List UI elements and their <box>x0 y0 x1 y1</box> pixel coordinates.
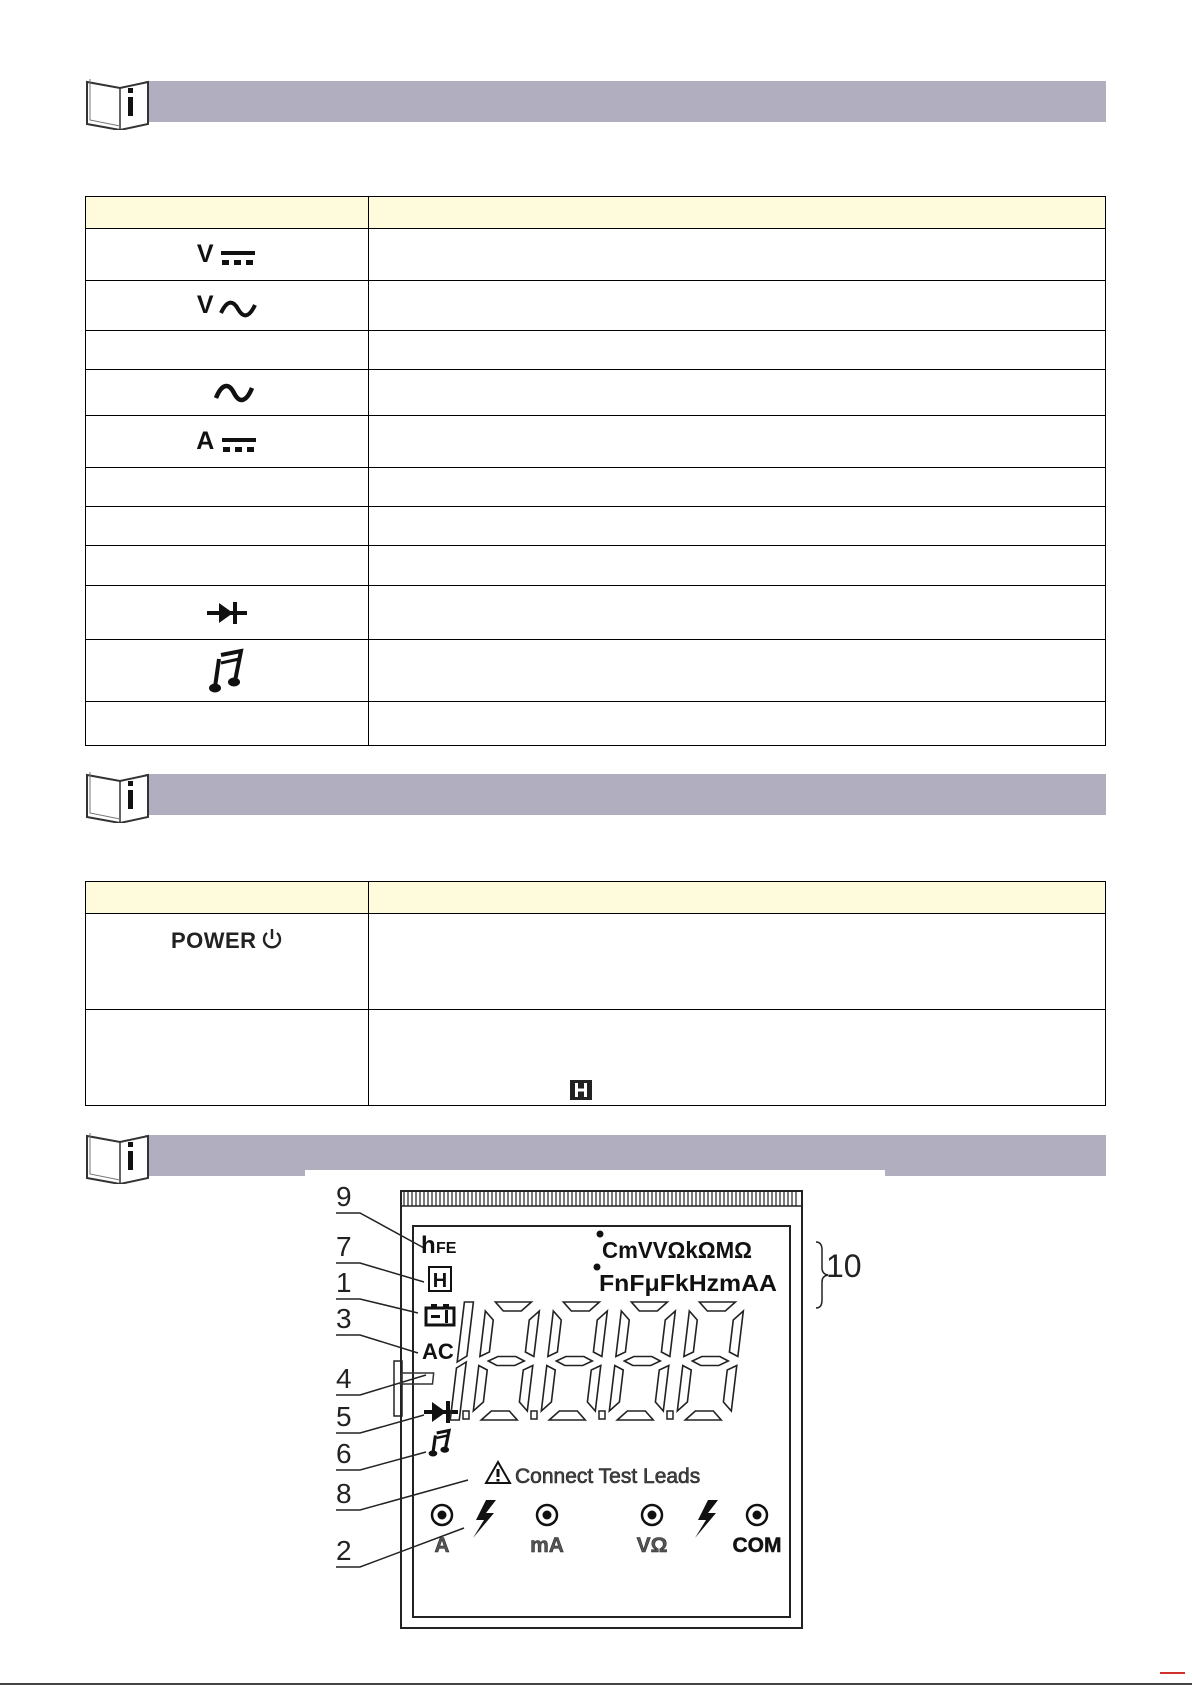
ac-voltage-icon <box>219 298 257 320</box>
callout-number: 8 <box>336 1478 352 1509</box>
terminal-label: mA <box>530 1534 564 1557</box>
page-corner-mark <box>1160 1672 1185 1674</box>
table-row <box>86 914 1106 1010</box>
table-row <box>86 702 1106 746</box>
symbol-cell <box>86 702 369 746</box>
symbol-text: V <box>196 291 215 319</box>
table-row <box>86 281 1106 331</box>
info-book-icon <box>84 771 152 823</box>
terminal-label: VΩ <box>636 1534 668 1557</box>
symbol-cell <box>86 546 369 586</box>
table-row <box>86 416 1106 468</box>
callout-number: 10 <box>826 1248 862 1284</box>
description-cell <box>369 370 1106 416</box>
symbol-text: A <box>196 427 216 455</box>
hfe-fe: FE <box>436 1240 457 1257</box>
continuity-buzzer-icon <box>207 647 247 695</box>
symbol-cell <box>86 468 369 507</box>
table-row <box>86 586 1106 640</box>
table-row <box>86 640 1106 702</box>
table-header-row <box>86 197 1106 229</box>
table-row <box>86 331 1106 370</box>
symbol-cell <box>86 914 369 1010</box>
units-top-row: CmVVΩkΩMΩ <box>602 1237 752 1263</box>
description-cell <box>369 507 1106 546</box>
description-cell <box>369 468 1106 507</box>
description-cell <box>369 586 1106 640</box>
function-table <box>85 196 1106 746</box>
section-header-bar <box>145 81 1106 122</box>
symbol-cell <box>86 416 369 468</box>
description-cell <box>369 702 1106 746</box>
connect-test-leads-text: Connect Test Leads <box>515 1465 701 1488</box>
table-row <box>86 546 1106 586</box>
hfe-h: h <box>421 1232 436 1259</box>
symbol-cell <box>86 370 369 416</box>
terminal-label: COM <box>732 1534 782 1557</box>
info-book-icon <box>84 1132 152 1184</box>
description-cell <box>369 281 1106 331</box>
callout-number: 5 <box>336 1401 352 1432</box>
description-cell <box>369 640 1106 702</box>
callout-number: 4 <box>336 1363 352 1394</box>
description-cell <box>369 229 1106 281</box>
symbol-cell <box>86 1010 369 1106</box>
callout-number: 9 <box>336 1181 352 1212</box>
description-cell <box>369 914 1106 1010</box>
description-cell <box>369 546 1106 586</box>
table-header-cell <box>86 197 369 229</box>
symbol-cell <box>86 586 369 640</box>
ac-label: AC <box>422 1339 454 1364</box>
table-row <box>86 370 1106 416</box>
dc-voltage-icon <box>219 247 257 269</box>
lcd-diagram <box>300 1170 900 1640</box>
table-row <box>86 229 1106 281</box>
ac-tilde-icon <box>214 380 254 406</box>
diode-icon <box>207 600 247 626</box>
description-cell <box>369 1010 1106 1106</box>
info-book-icon <box>84 78 152 130</box>
symbol-text: V <box>196 240 215 268</box>
dc-current-icon <box>220 434 258 456</box>
lcd-diagram-svg <box>300 1170 900 1640</box>
description-cell <box>369 331 1106 370</box>
symbol-cell <box>86 640 369 702</box>
table-header-cell <box>369 197 1106 229</box>
power-icon <box>261 928 283 950</box>
section-header-bar <box>145 774 1106 815</box>
table-header-row <box>86 882 1106 914</box>
callout-number: 2 <box>336 1535 352 1566</box>
symbol-cell <box>86 229 369 281</box>
table-row <box>86 468 1106 507</box>
table-row <box>86 507 1106 546</box>
terminal-label: A <box>434 1534 450 1557</box>
button-table <box>85 881 1106 1106</box>
power-label: POWER <box>170 928 257 953</box>
callout-number: 1 <box>336 1267 352 1298</box>
symbol-cell <box>86 281 369 331</box>
units-bottom-row: FnFμFkHzmAA <box>599 1270 777 1296</box>
table-row <box>86 1010 1106 1106</box>
callout-number: 7 <box>336 1231 352 1262</box>
hold-icon <box>570 1080 592 1100</box>
symbol-cell <box>86 331 369 370</box>
table-header-cell <box>86 882 369 914</box>
hold-symbol: H <box>432 1270 448 1292</box>
callout-number: 3 <box>336 1303 352 1334</box>
description-cell <box>369 416 1106 468</box>
callout-number: 6 <box>336 1438 352 1469</box>
table-header-cell <box>369 882 1106 914</box>
symbol-cell <box>86 507 369 546</box>
